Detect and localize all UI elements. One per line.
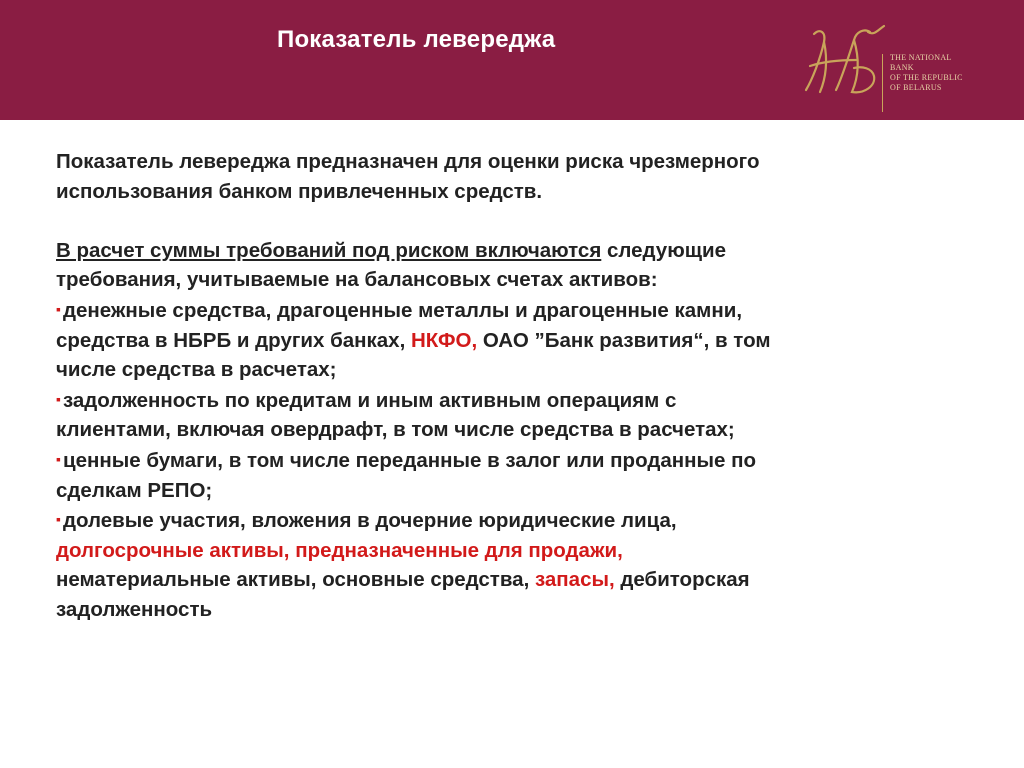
bullet-4-line-3: нематериальные активы, основные средства, запасы, дебиторская — [56, 568, 750, 592]
nbrb-monogram-icon — [798, 20, 888, 102]
square-bullet-icon: ▪ — [56, 450, 61, 467]
bank-logo — [798, 20, 998, 102]
bullet-1-line-3: числе средства в расчетах; — [56, 358, 337, 382]
bullet-3-line-2: сделкам РЕПО; — [56, 478, 213, 502]
calc-heading-line-2: требования, учитываемые на балансовых счетах активов: — [56, 268, 658, 292]
logo-caption: THE NATIONAL BANK OF THE REPUBLIC OF BELARUS — [890, 53, 963, 92]
bullet-4-line-4: задолженность — [56, 597, 213, 621]
highlight-inventory: запасы, — [534, 568, 615, 592]
highlight-long-term-assets: долгосрочные активы, предназначенные для продажи, — [56, 538, 623, 562]
bullet-1-line-1: ▪денежные средства, драгоценные металлы и драгоценные камни, — [56, 298, 743, 322]
bullet-4-line-1: ▪долевые участия, вложения в дочерние юридические лица, — [56, 509, 677, 533]
intro-line-2: использования банком привлеченных средств. — [56, 179, 543, 203]
square-bullet-icon: ▪ — [56, 511, 61, 528]
square-bullet-icon: ▪ — [56, 390, 61, 407]
spacer — [56, 206, 976, 236]
slide-body — [56, 147, 976, 625]
square-bullet-icon: ▪ — [56, 300, 61, 317]
header-bar — [0, 0, 1024, 120]
bullet-3-line-1: ▪ценные бумаги, в том числе переданные в залог или проданные по — [56, 448, 757, 472]
highlight-nkfo: НКФО, — [410, 328, 478, 352]
logo-divider — [882, 54, 883, 112]
bullet-2-line-2: клиентами, включая овердрафт, в том числе средства в расчетах; — [56, 418, 735, 442]
calc-heading-underlined: В расчет суммы требований под риском включаются — [56, 238, 602, 262]
page-title: Показатель левереджа — [277, 26, 556, 53]
calc-heading-line-1 — [56, 236, 976, 266]
calc-heading-rest: следующие — [601, 238, 727, 262]
bullet-2-line-1: ▪задолженность по кредитам и иным активным операциям с — [56, 388, 677, 412]
intro-line-1: Показатель левереджа предназначен для оценки риска чрезмерного — [56, 150, 760, 173]
bullet-1-line-2: средства в НБРБ и других банках, НКФО, ОАО ”Банк развития“, в том — [56, 328, 771, 352]
